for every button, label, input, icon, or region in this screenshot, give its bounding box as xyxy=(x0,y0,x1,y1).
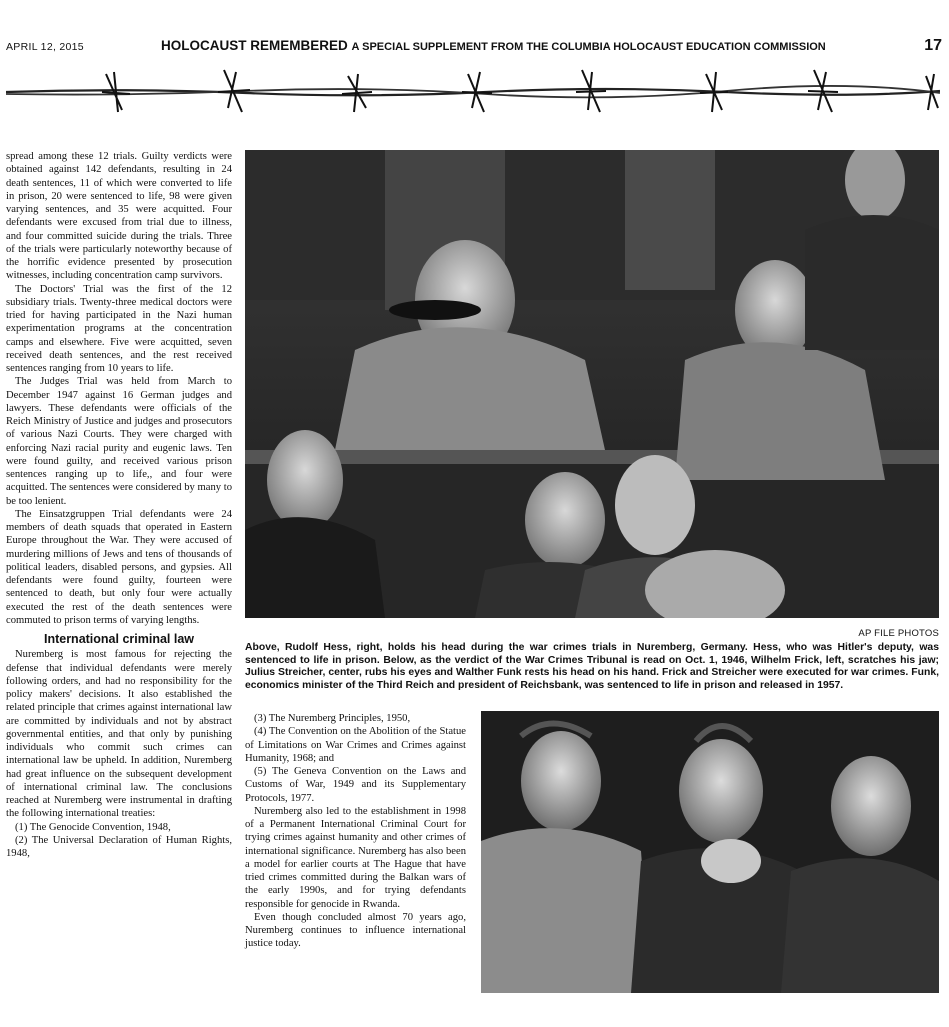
article-paragraph: The Einsatzgruppen Trial defendants were 24 members of death squads that operated in Eastern Europe throughout the War. They were accused of murdering millions of Jews and tens of thousands of political leaders, disabled persons, and gypsies. All defendants were found guilty, fourteen were sentenced to death, but only four were actually executed the rest of the death sentences were commuted to prison terms of varying lengths. xyxy=(6,508,232,626)
article-paragraph: The Judges Trial was held from March to December 1947 against 16 German judges and lawyers. These defendants were officials of the Reich Ministry of Justice and judges and prosecutors of various Nazi Courts. They were charged with enforcing Nazi racial purity and eugenic laws. Ten were found guilty, and received various prison sentences ranging up to life,, and four were acquitted. The sentences were considered by many to be too lenient. xyxy=(6,376,232,507)
article-paragraph: Even though concluded almost 70 years ago, Nuremberg continues to influence international justice today. xyxy=(245,911,466,950)
trial-photo-hess xyxy=(245,150,939,618)
article-paragraph: The Doctors' Trial was the first of the 12 subsidiary trials. Twenty-three medical doctors were tried for having participated in the Nazi human experimentation programs at the concentration camps and elsewhere. Five were acquitted, seven received death sentences, and the rest received sentences ranging from 10 years to life. xyxy=(6,283,232,374)
photo-credit: AP FILE PHOTOS xyxy=(858,628,939,639)
article-paragraph: Nuremberg also led to the establishment in 1998 of a Permanent International Criminal Court for trying crimes against humanity and other crimes of international significance. Nuremberg has also been a model for earlier courts at The Hague that have tried crimes committed during the Balkan wars of the early 1990s, and for trying defendants responsible for genocide in Rwanda. xyxy=(245,805,466,910)
supplement-subtitle: A SPECIAL SUPPLEMENT FROM THE COLUMBIA HOLOCAUST EDUCATION COMMISSION xyxy=(351,41,826,53)
section-subhead: International criminal law xyxy=(43,632,195,646)
supplement-title-main: HOLOCAUST REMEMBERED xyxy=(161,38,348,53)
issue-date: APRIL 12, 2015 xyxy=(6,41,84,53)
article-paragraph: Nuremberg is most famous for rejecting the defense that individual defendants were merely following orders, and had no responsibility for the policy makers' decisions. It also established the related principle that crimes against international law are committed by individuals and not by abstract governmental entities, and that only by punishing individuals who commit such crimes can international law be upheld. In addition, Nuremberg had great influence on the subsequent development of international criminal law. The conclusions reached at Nuremberg were instrumental in drafting the following international treaties: xyxy=(6,649,232,820)
supplement-title xyxy=(161,38,826,53)
treaty-list-item: (2) The Universal Declaration of Human Rights, 1948, xyxy=(6,834,232,859)
page-header xyxy=(6,38,942,58)
trial-photo-verdict xyxy=(481,711,939,993)
article-column-left xyxy=(6,150,232,860)
page-number: 17 xyxy=(924,37,942,54)
treaty-list-item: (4) The Convention on the Abolition of the Statue of Limitations on War Crimes and Crimes against Humanity, 1968; and xyxy=(245,726,466,764)
article-paragraph: spread among these 12 trials. Guilty verdicts were obtained against 142 defendants, resulting in 24 death sentences, 11 of which were converted to life in prison, 20 were sentenced to life, 98 were given varying sentences, and 35 were acquitted. Four defendants were excused from trial due to illness, and four committed suicide during the trials. Three of the trials were particularly noteworthy because of the horrific evidence presented by prosecution witnesses, including concentration camp survivors. xyxy=(6,151,232,282)
treaty-list-item: (3) The Nuremberg Principles, 1950, xyxy=(254,713,411,724)
photo-caption: Above, Rudolf Hess, right, holds his head during the war crimes trials in Nuremberg, Germany. Hess, who was Hitler's deputy, was sentenced to life in prison. Below, as the verdict of the War Crimes Tribunal is read on Oct. 1, 1946, Wilhelm Frick, left, scratches his jaw; Julius Streicher, center, rubs his eyes and Walther Funk rests his head on his hand. Frick and Streicher were executed for war crimes. Funk, economics minister of the Third Reich and president of Reichsbank, was sentenced to life in prison and released in 1957. xyxy=(245,642,939,691)
article-column-middle xyxy=(245,712,466,951)
treaty-list-item: (1) The Genocide Convention, 1948, xyxy=(15,821,171,833)
treaty-list-item: (5) The Geneva Convention on the Laws and Customs of War, 1949 and its Supplementary Protocols, 1977. xyxy=(245,766,466,804)
barbed-wire-graphic xyxy=(6,62,940,124)
